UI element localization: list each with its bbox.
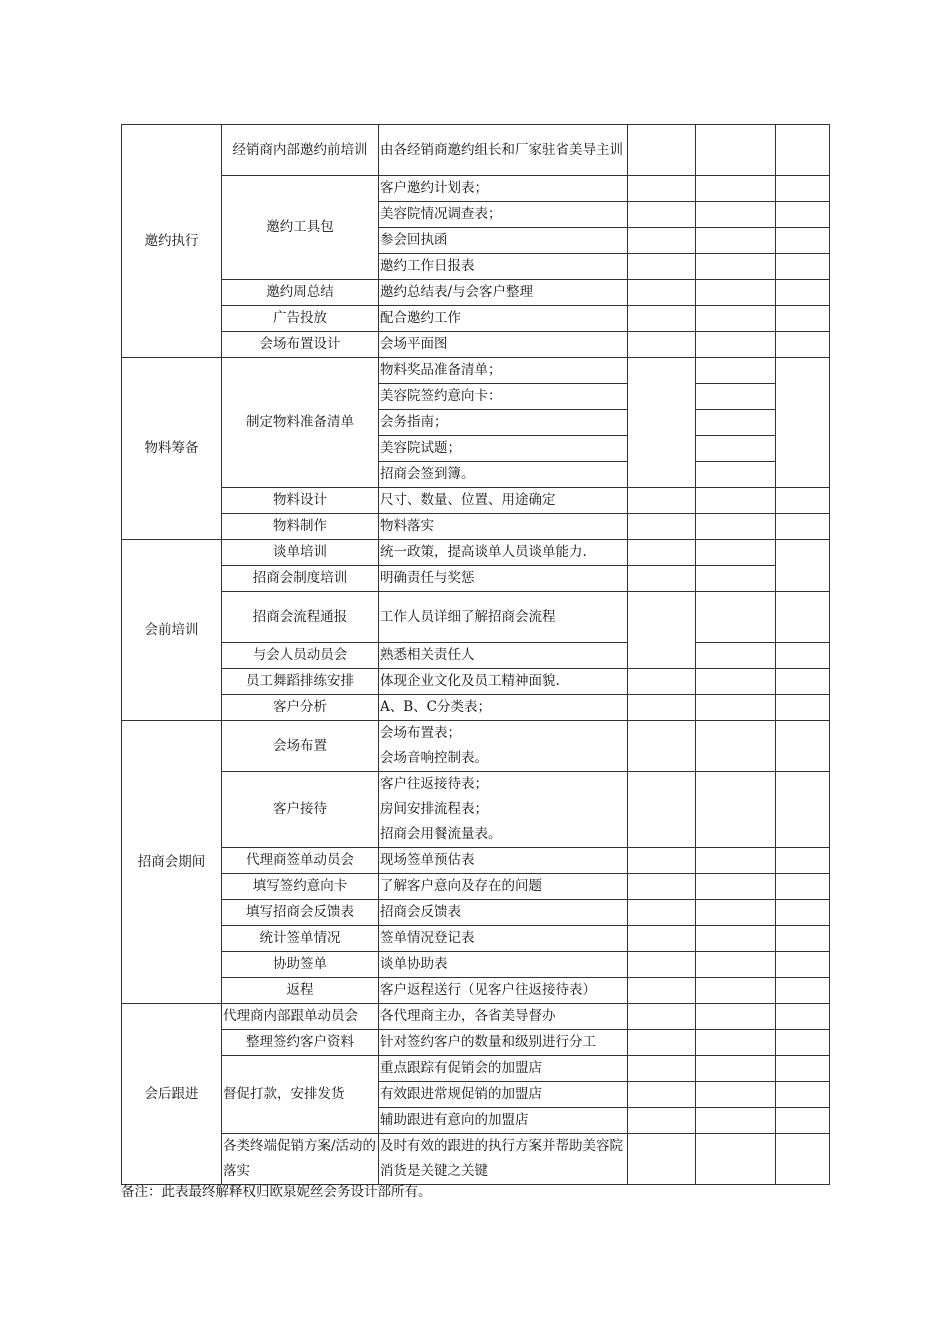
item-cell: 代理商内部跟单动员会 (222, 1004, 379, 1030)
content-cell: 工作人员详细了解招商会流程 (379, 592, 628, 643)
item-cell: 邀约工具包 (222, 176, 379, 280)
item-cell: 督促打款，安排发货 (222, 1056, 379, 1134)
content-cell: 客户返程送行（见客户往返接待表） (379, 978, 628, 1004)
content-cell: 美容院试题； (379, 436, 628, 462)
category-cell: 邀约执行 (122, 125, 222, 358)
content-cell (379, 721, 628, 772)
blank-cell (696, 125, 776, 176)
content-cell: 辅助跟进有意向的加盟店 (379, 1108, 628, 1134)
content-cell: 签单情况登记表 (379, 926, 628, 952)
blank-cell (696, 1082, 776, 1108)
content-cell: 体现企业文化及员工精神面貌. (379, 669, 628, 695)
blank-cell (696, 514, 776, 540)
content-cell: 了解客户意向及存在的问题 (379, 874, 628, 900)
blank-cell (696, 1108, 776, 1134)
category-cell: 物料筹备 (122, 358, 222, 540)
content-cell: 美容院签约意向卡： (379, 384, 628, 410)
blank-cell (696, 566, 776, 592)
item-cell: 员工舞蹈排练安排 (222, 669, 379, 695)
blank-cell (776, 952, 830, 978)
item-cell: 代理商签单动员会 (222, 848, 379, 874)
content-cell: 由各经销商邀约组长和厂家驻省美导主训 (379, 125, 628, 176)
blank-cell (776, 1030, 830, 1056)
item-cell: 与会人员动员会 (222, 643, 379, 669)
blank-cell (696, 978, 776, 1004)
blank-cell (696, 1030, 776, 1056)
blank-cell (628, 332, 696, 358)
blank-cell (696, 900, 776, 926)
content-cell: 熟悉相关责任人 (379, 643, 628, 669)
item-cell: 广告投放 (222, 306, 379, 332)
blank-cell (696, 669, 776, 695)
blank-cell (776, 125, 830, 176)
category-cell: 招商会期间 (122, 721, 222, 1004)
blank-cell (776, 772, 830, 848)
blank-cell (628, 358, 696, 488)
item-cell: 会场布置 (222, 721, 379, 772)
content-cell: 参会回执函 (379, 228, 628, 254)
content-line: 招商会用餐流量表。 (380, 826, 502, 842)
category-cell: 会前培训 (122, 540, 222, 721)
blank-cell (628, 1108, 696, 1134)
item-cell: 物料设计 (222, 488, 379, 514)
content-cell: 各代理商主办，各省美导督办 (379, 1004, 628, 1030)
blank-cell (776, 978, 830, 1004)
blank-cell (696, 643, 776, 669)
blank-cell (696, 1056, 776, 1082)
blank-cell (776, 926, 830, 952)
blank-cell (696, 410, 776, 436)
blank-cell (696, 306, 776, 332)
blank-cell (696, 848, 776, 874)
blank-cell (776, 695, 830, 721)
blank-cell (696, 874, 776, 900)
blank-cell (696, 488, 776, 514)
item-cell: 整理签约客户资料 (222, 1030, 379, 1056)
content-cell: 邀约总结表/与会客户整理 (379, 280, 628, 306)
blank-cell (696, 772, 776, 848)
blank-cell (628, 306, 696, 332)
blank-cell (776, 176, 830, 202)
content-cell: 有效跟进常规促销的加盟店 (379, 1082, 628, 1108)
blank-cell (696, 436, 776, 462)
blank-cell (628, 280, 696, 306)
content-cell: 物料落实 (379, 514, 628, 540)
blank-cell (628, 202, 696, 228)
blank-cell (628, 1134, 696, 1185)
item-cell: 协助签单 (222, 952, 379, 978)
item-cell: 填写签约意向卡 (222, 874, 379, 900)
blank-cell (696, 926, 776, 952)
blank-cell (776, 1056, 830, 1082)
blank-cell (696, 332, 776, 358)
blank-cell (776, 488, 830, 514)
blank-cell (696, 1004, 776, 1030)
blank-cell (776, 874, 830, 900)
blank-cell (628, 874, 696, 900)
blank-cell (696, 462, 776, 488)
content-line: 会场布置表； (380, 725, 461, 741)
blank-cell (696, 280, 776, 306)
content-cell: 重点跟踪有促销会的加盟店 (379, 1056, 628, 1082)
content-cell: 谈单协助表 (379, 952, 628, 978)
item-cell: 招商会流程通报 (222, 592, 379, 643)
blank-cell (776, 848, 830, 874)
blank-cell (628, 176, 696, 202)
category-cell: 会后跟进 (122, 1004, 222, 1185)
blank-cell (696, 540, 776, 566)
blank-cell (628, 592, 696, 669)
blank-cell (776, 358, 830, 488)
content-cell: 明确责任与奖惩 (379, 566, 628, 592)
blank-cell (776, 643, 830, 669)
blank-cell (776, 514, 830, 540)
content-cell: 现场签单预估表 (379, 848, 628, 874)
content-cell: 邀约工作日报表 (379, 254, 628, 280)
blank-cell (696, 721, 776, 772)
blank-cell (696, 254, 776, 280)
blank-cell (628, 978, 696, 1004)
item-cell: 物料制作 (222, 514, 379, 540)
item-cell: 客户分析 (222, 695, 379, 721)
blank-cell (628, 1030, 696, 1056)
item-cell: 填写招商会反馈表 (222, 900, 379, 926)
blank-cell (628, 1056, 696, 1082)
blank-cell (628, 669, 696, 695)
blank-cell (628, 488, 696, 514)
blank-cell (696, 695, 776, 721)
item-cell: 制定物料准备清单 (222, 358, 379, 488)
blank-cell (776, 669, 830, 695)
blank-cell (628, 900, 696, 926)
content-cell: 配合邀约工作 (379, 306, 628, 332)
blank-cell (776, 721, 830, 772)
blank-cell (628, 1004, 696, 1030)
plan-table (121, 124, 830, 1185)
blank-cell (628, 721, 696, 772)
content-cell: 会场平面图 (379, 332, 628, 358)
blank-cell (696, 952, 776, 978)
blank-cell (776, 900, 830, 926)
blank-cell (776, 306, 830, 332)
content-cell: 统一政策，提高谈单人员谈单能力. (379, 540, 628, 566)
item-cell: 返程 (222, 978, 379, 1004)
blank-cell (696, 228, 776, 254)
item-cell: 招商会制度培训 (222, 566, 379, 592)
blank-cell (628, 125, 696, 176)
blank-cell (696, 1134, 776, 1185)
content-line: 房间安排流程表； (380, 801, 488, 817)
blank-cell (776, 202, 830, 228)
blank-cell (776, 228, 830, 254)
footnote: 备注：此表最终解释权归欧泉妮丝会务设计部所有。 (121, 1184, 432, 1200)
blank-cell (628, 926, 696, 952)
content-cell (379, 772, 628, 848)
blank-cell (776, 540, 830, 592)
content-line: 客户往返接待表； (380, 776, 488, 792)
blank-cell (776, 254, 830, 280)
blank-cell (696, 202, 776, 228)
blank-cell (628, 540, 696, 566)
blank-cell (776, 332, 830, 358)
blank-cell (776, 1004, 830, 1030)
item-cell: 经销商内部邀约前培训 (222, 125, 379, 176)
item-cell: 邀约周总结 (222, 280, 379, 306)
content-cell: 尺寸、数量、位置、用途确定 (379, 488, 628, 514)
content-cell: 会务指南； (379, 410, 628, 436)
blank-cell (696, 358, 776, 384)
blank-cell (628, 254, 696, 280)
blank-cell (776, 592, 830, 643)
content-cell: 招商会反馈表 (379, 900, 628, 926)
blank-cell (628, 228, 696, 254)
blank-cell (776, 1108, 830, 1134)
content-cell: 物料奖品准备清单； (379, 358, 628, 384)
content-cell: 及时有效的跟进的执行方案并帮助美容院消货是关键之关键 (379, 1134, 628, 1185)
blank-cell (696, 384, 776, 410)
item-cell: 统计签单情况 (222, 926, 379, 952)
item-cell: 客户接待 (222, 772, 379, 848)
blank-cell (628, 566, 696, 592)
blank-cell (628, 695, 696, 721)
content-cell: A、B、C分类表； (379, 695, 628, 721)
blank-cell (628, 848, 696, 874)
content-cell: 客户邀约计划表； (379, 176, 628, 202)
blank-cell (776, 1134, 830, 1185)
blank-cell (696, 176, 776, 202)
blank-cell (696, 592, 776, 643)
blank-cell (776, 1082, 830, 1108)
item-cell: 各类终端促销方案/活动的落实 (222, 1134, 379, 1185)
item-cell: 谈单培训 (222, 540, 379, 566)
blank-cell (628, 772, 696, 848)
blank-cell (776, 280, 830, 306)
blank-cell (628, 952, 696, 978)
content-cell: 针对签约客户的数量和级别进行分工 (379, 1030, 628, 1056)
blank-cell (628, 514, 696, 540)
item-cell: 会场布置设计 (222, 332, 379, 358)
content-cell: 招商会签到簿。 (379, 462, 628, 488)
content-line: 会场音响控制表。 (380, 750, 488, 766)
blank-cell (628, 1082, 696, 1108)
content-cell: 美容院情况调查表； (379, 202, 628, 228)
